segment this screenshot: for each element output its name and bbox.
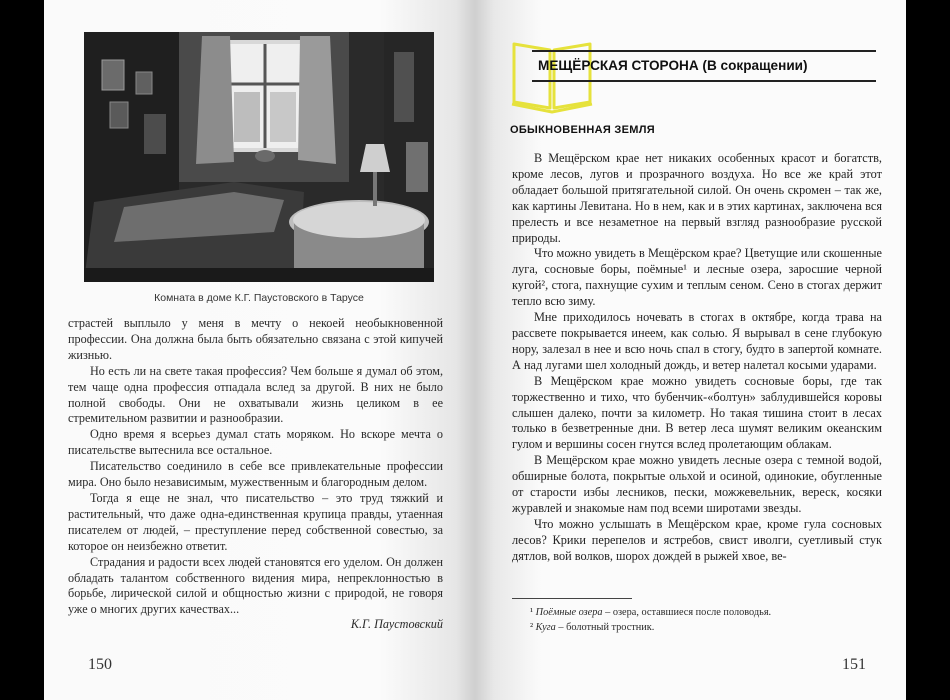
room-photo-drawing bbox=[84, 32, 434, 282]
footnote-item bbox=[530, 620, 870, 635]
scan-edge-right bbox=[906, 0, 950, 700]
right-paragraph: В Мещёрском крае можно увидеть лесные озера с темной водой, обширные болота, покрытые ольхой и осиной, одинокие, обугленные от старости избы лесников, пески, можжевельник, вереск, косяки журавлей и знакомые нам под всеми широтами звезды. bbox=[512, 453, 882, 515]
right-paragraph: Что можно увидеть в Мещёрском крае? Цветущие или скошенные луга, сосновые боры, поёмные¹ и лесные озера, заросшие черной кугой², стога, пахнущие сухим и теплым сеном. Сено в стогах держит тепло всю зиму. bbox=[512, 246, 882, 309]
footnote-term: Куга bbox=[535, 622, 556, 633]
left-paragraph: Тогда я еще не знал, что писательство – это труд тяжкий и растительный, что даже одна-единственная крупица правды, утаенная писателем от людей, – преступление перед собственной совестью, за которое он неизбежно ответит. bbox=[68, 490, 443, 553]
page-number-right: 151 bbox=[842, 656, 866, 673]
left-text-column bbox=[68, 316, 443, 633]
footnote-item bbox=[530, 605, 870, 620]
footnote-number: ² bbox=[530, 622, 534, 633]
footnote-text: – болотный тростник. bbox=[555, 622, 655, 633]
right-text-column bbox=[512, 151, 882, 565]
left-paragraph: Писательство соединило в себе все привлекательные профессии мира. Оно было независимым, мужественным и благородным делом. bbox=[68, 459, 443, 490]
footnote-number: ¹ bbox=[530, 607, 534, 618]
author-signature: К.Г. Паустовский bbox=[350, 617, 443, 632]
left-paragraph: Одно время я всерьез думал стать моряком. Но вскоре мечта о писательстве вытеснила все остальное. bbox=[68, 427, 443, 458]
footnote-divider bbox=[512, 598, 632, 599]
photo-caption: Комната в доме К.Г. Паустовского в Тарусе bbox=[154, 292, 364, 304]
footnote-term: Поёмные озера bbox=[535, 607, 603, 618]
footnotes bbox=[530, 605, 870, 635]
left-paragraph: Страдания и радости всех людей становятся его уделом. Он должен обладать талантом собственного видения мира, непреклонностью в борьбе, лирической силой и общностью жизни с природой, не говоря уже о многих других качествах... bbox=[68, 554, 443, 617]
left-paragraph: Но есть ли на свете такая профессия? Чем больше я думал об этом, тем чаще одна профессия отпадала вслед за другой. В них не было полной свободы. Они не охватывали жизнь целиком в ее стремительном развитии и разнообразии. bbox=[68, 363, 443, 426]
footnote-text: – озера, оставшиеся после половодья. bbox=[602, 607, 772, 618]
page-number-left: 150 bbox=[88, 656, 112, 673]
right-paragraph: Мне приходилось ночевать в стогах в октябре, когда трава на рассвете покрывается инеем, как солью. Я вырывал в сене глубокую нору, залезал в нее и всю ночь спал в стогу, будто в запертой комнате. А над лугами шел холодный дождь, и ветер налетал косыми ударами. bbox=[512, 310, 882, 372]
story-title: МЕЩЁРСКАЯ СТОРОНА (В сокращении) bbox=[532, 50, 876, 82]
room-photo bbox=[84, 32, 434, 282]
left-paragraph: страстей выплыло у меня в мечту о некоей необыкновенной профессии. Она должна была быть обязательно связана с этой кипучей жизнью. bbox=[68, 316, 443, 362]
chapter-subtitle: ОБЫКНОВЕННАЯ ЗЕМЛЯ bbox=[510, 124, 655, 136]
scan-edge-left bbox=[0, 0, 44, 700]
right-paragraph: В Мещёрском крае можно увидеть сосновые боры, где так торжественно и тихо, что бубенчик-«болтун» заблудившейся коровы слышен далеко, почти за километр. Но такая тишина стоит в лесах только в безветренные дни. В ветер леса шумят великим океанским гулом и вершины сосен гнутся вслед пролетающим облакам. bbox=[512, 373, 882, 452]
right-paragraph: В Мещёрском крае нет никаких особенных красот и богатств, кроме лесов, лугов и прозрачного воздуха. Но все же край этот обладает большой притягательной силой. Он очень скромен – так же, как картины Левитана. Но в нем, как и в этих картинах, заключена вся прелесть и все незаметное на первый взгляд разнообразие русской природы. bbox=[512, 151, 882, 245]
right-paragraph: Что можно услышать в Мещёрском крае, кроме гула сосновых лесов? Крики перепелов и ястребов, свист иволги, суетливый стук дятлов, вой волков, шорох дождей в рыжей хвое, ве- bbox=[512, 516, 882, 563]
